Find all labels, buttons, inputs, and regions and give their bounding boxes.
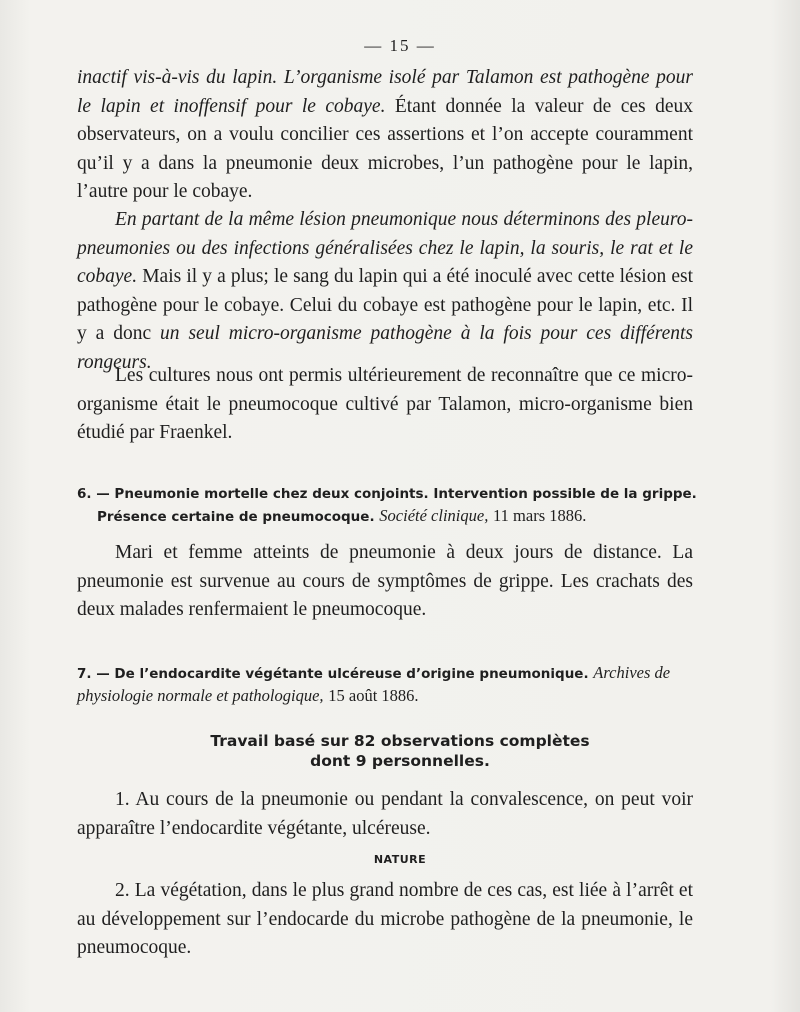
page-number: — 15 — (364, 36, 436, 55)
bibliography-entry-6 (77, 484, 697, 528)
paragraph-lesion (77, 206, 693, 377)
entry-number: 7. (77, 666, 92, 682)
paragraph-talamon (77, 64, 693, 207)
entry-title: — De l’endocardite végétante ulcéreuse d’origine pneumonique. (96, 666, 589, 682)
heading-line-1: Travail basé sur 82 observations complètes (210, 732, 590, 750)
italic-text: un seul micro-organisme pathogène à la fois pour ces différents rongeurs. (77, 323, 694, 373)
paragraph-vegetation (77, 877, 693, 963)
bibliography-entry-7 (77, 662, 697, 708)
entry-date: 11 mars 1886. (493, 506, 587, 525)
italic-text: inactif vis-à-vis du lapin. L’organisme isolé par Talamon est pathogène pour le lapin et inoffensif pour le cobaye. (77, 67, 693, 117)
entry-journal: Société clinique, (379, 506, 489, 525)
paragraph-text: 2. La végétation, dans le plus grand nombre de ces cas, est liée à l’arrêt et au développement sur l’endocarde du microbe pathogène de la pneumonie, le pneumocoque. (77, 880, 693, 958)
paragraph-couple (77, 539, 693, 625)
entry-title: — Pneumonie mortelle chez deux conjoints. Intervention possible de la grippe. (96, 486, 697, 502)
heading-line-2: dont 9 personnelles. (310, 752, 490, 770)
paragraph-text: Les cultures nous ont permis ultérieurement de reconnaître que ce micro-organisme était le pneumocoque cultivé par Talamon, micro-organisme bien étudié par Fraenkel. (77, 365, 693, 443)
entry-title-line (77, 484, 697, 505)
paragraph-text (77, 64, 693, 207)
body-text: Mais il y a plus; le sang du lapin qui a été inoculé avec cette lésion est pathogène pour le cobaye. Celui du cobaye est pathogène pour le lapin, etc. Il y a donc (77, 266, 693, 344)
paragraph-convalescence (77, 786, 693, 843)
italic-text: En partant de la même lésion pneumonique nous déterminons des pleuro-pneumonies ou des infections généralisées chez le lapin, la souris, le rat et le cobaye. (77, 209, 693, 287)
entry-number: 6. (77, 486, 92, 502)
entry-journal: Archives de physiologie normale et pathologique, (77, 663, 671, 705)
paragraph-text (77, 206, 693, 377)
entry-title-continued: Présence certaine de pneumocoque. (97, 509, 375, 525)
entry-title-line (77, 662, 697, 708)
paragraph-cultures (77, 362, 693, 448)
entry-date: 15 août 1886. (328, 686, 419, 705)
paragraph-text: Mari et femme atteints de pneumonie à deux jours de distance. La pneumonie est survenue au cours de symptômes de grippe. Les crachats des deux malades renfermaient le pneumocoque. (77, 542, 693, 620)
section-heading (0, 731, 800, 771)
paragraph-text: 1. Au cours de la pneumonie ou pendant la convalescence, on peut voir apparaître l’endocardite végétante, ulcéreuse. (77, 789, 693, 839)
subheading-nature: NATURE (373, 853, 427, 866)
body-text: Étant donnée la valeur de ces deux observateurs, on a voulu concilier ces assertions et l’on accepte couramment qu’il y a dans la pneumonie deux microbes, l’un pathogène pour le lapin, l’autre pour le cobaye. (77, 95, 693, 202)
entry-title-line (77, 505, 697, 528)
